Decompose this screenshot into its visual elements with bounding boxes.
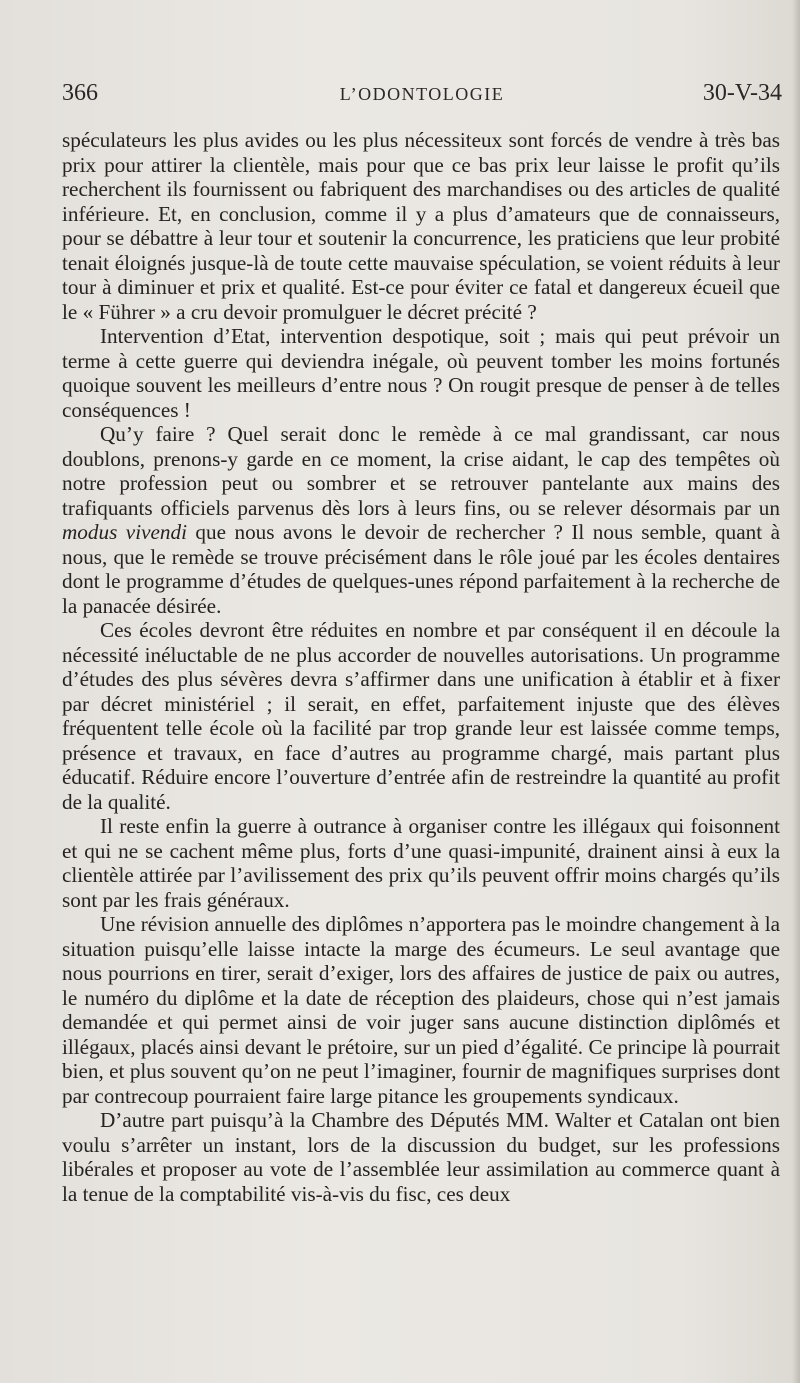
paragraph: Intervention d’Etat, intervention despotique, soit ; mais qui peut prévoir un terme à cette guerre qui deviendra inégale, où peuvent tomber les moins fortunés quoique souvent les meilleurs d’entre nous ? On rougit presque de penser à de telles conséquences ! (62, 324, 780, 422)
paragraph: Ces écoles devront être réduites en nombre et par conséquent il en découle la nécessité inéluctable de ne plus accorder de nouvelles autorisations. Un programme d’études des plus sévères devra s’affirmer dans une unification à établir et à fixer par décret ministériel ; il serait, en effet, parfaitement injuste que des élèves fréquentent telle école où la facilité par trop grande leur est laissée comme temps, présence et travaux, en face d’autres au programme chargé, mais partant plus éducatif. Réduire encore l’ouverture d’entrée afin de restreindre la quantité au profit de la qualité. (62, 618, 780, 814)
page-header (62, 80, 782, 110)
page-edge-shadow (792, 0, 800, 1383)
running-title: L’ODONTOLOGIE (339, 84, 505, 104)
paragraph: Une révision annuelle des diplômes n’apportera pas le moindre changement à la situation puisqu’elle laisse intacte la marge des écumeurs. Le seul avantage que nous pourrions en tirer, serait d’exiger, lors des affaires de justice de paix ou autres, le numéro du diplôme et la date de réception des plaideurs, chose qui n’est jamais demandée et qui permet ainsi de voir juger sans aucune distinction diplômés et illégaux, placés ainsi devant le prétoire, sur un pied d’égalité. Ce principe là pourrait bien, et plus souvent qu’on ne peut l’imaginer, fournir de magnifiques surprises dont par contrecoup pourraient faire large pitance les groupements syndicaux. (62, 912, 780, 1108)
body-text (62, 128, 780, 1206)
paragraph: D’autre part puisqu’à la Chambre des Députés MM. Walter et Catalan ont bien voulu s’arrêter un instant, lors de la discussion du budget, sur les professions libérales et proposer au vote de l’assemblée leur assimilation au commerce quant à la tenue de la comptabilité vis-à-vis du fisc, ces deux (62, 1108, 780, 1206)
paragraph: spéculateurs les plus avides ou les plus nécessiteux sont forcés de vendre à très bas prix pour attirer la clientèle, mais pour que ce bas prix leur laisse le profit qu’ils recherchent ils fournissent ou fabriquent des marchandises ou des articles de qualité inférieure. Et, en conclusion, comme il y a plus d’amateurs que de connaisseurs, pour se débattre à leur tour et soutenir la concurrence, les praticiens que leur probité tenait éloignés jusque-là de toute cette mauvaise spéculation, se voient réduits à leur tour à diminuer et prix et qualité. Est-ce pour éviter ce fatal et dangereux écueil que le « Führer » a cru devoir promulguer le décret précité ? (62, 128, 780, 324)
paragraph: Qu’y faire ? Quel serait donc le remède à ce mal grandissant, car nous doublons, prenons-y garde en ce moment, la crise aidant, le cap des tempêtes où notre profession peut ou sombrer et se retrouver pantelante aux mains des trafiquants officiels parvenus dès lors à leurs fins, ou se relever désormais par un modus vivendi que nous avons le devoir de rechercher ? Il nous semble, quant à nous, que le remède se trouve précisément dans le rôle joué par les écoles dentaires dont le programme d’études de quelques-unes répond parfaitement à la recherche de la panacée désirée. (62, 422, 780, 618)
paragraph: Il reste enfin la guerre à outrance à organiser contre les illégaux qui foisonnent et qui ne se cachent même plus, forts d’une quasi-impunité, drainent ainsi à eux la clientèle attirée par l’avilissement des prix qu’ils peuvent offrir moins chargés qu’ils sont par les frais généraux. (62, 814, 780, 912)
page-number: 366 (62, 80, 98, 106)
issue-date: 30-V-34 (702, 80, 782, 106)
italic-phrase: modus vivendi (62, 520, 187, 544)
